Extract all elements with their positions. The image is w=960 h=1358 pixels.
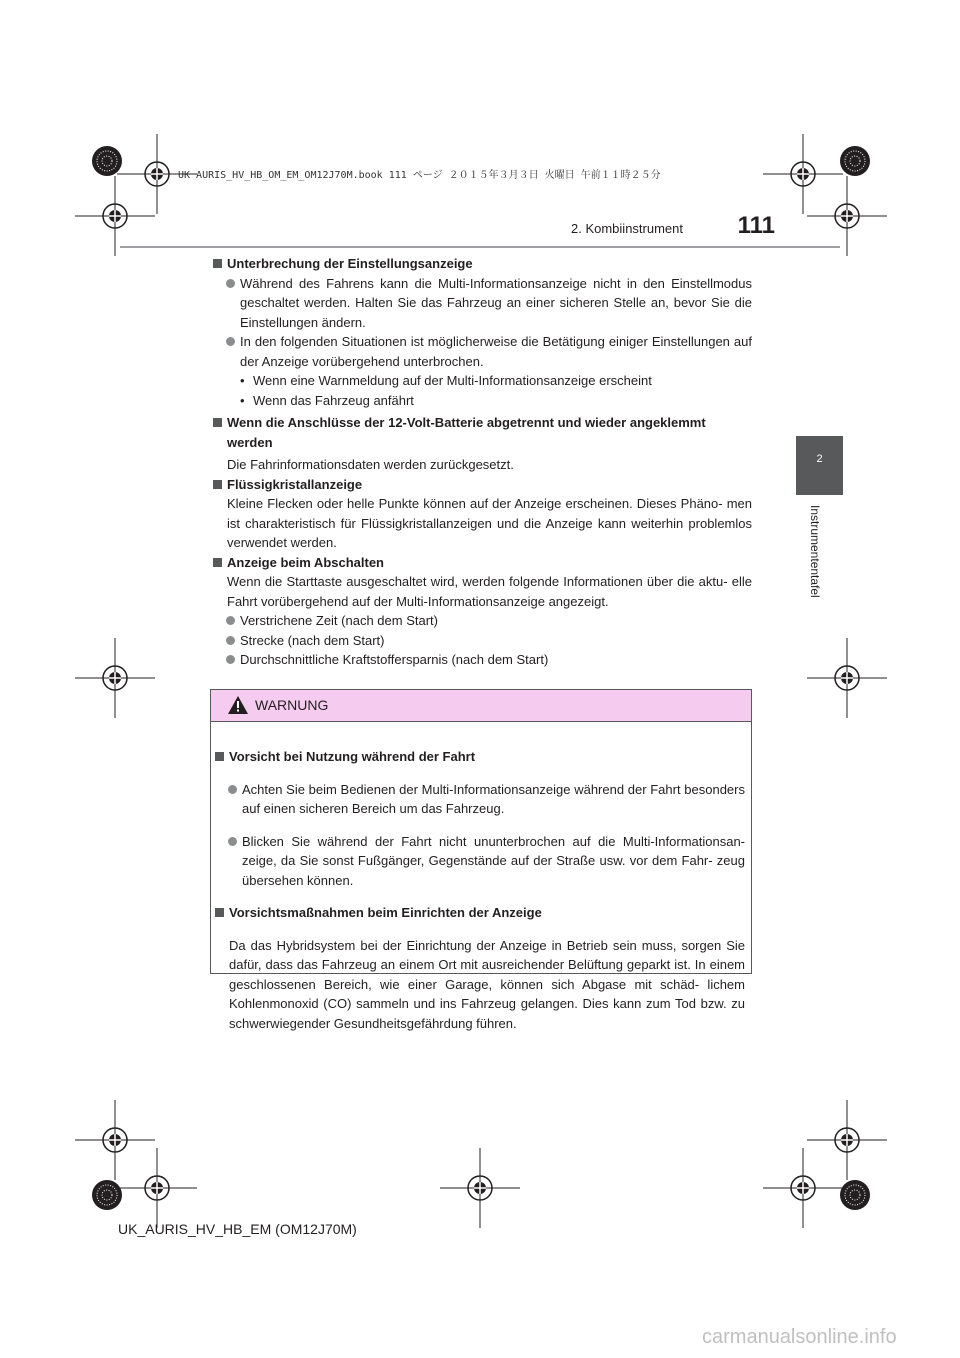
list-item: Blicken Sie während der Fahrt nicht ununterbrochen auf die Multi-Informationsan- zeige, da Sie sonst Fußgänger, Gegenstände auf der Straße usw. vor dem Fahr- zeug übersehen können.	[214, 832, 745, 891]
warning-heading-einrichten: Vorsichtsmaßnahmen beim Einrichten der Anzeige	[214, 903, 745, 923]
list-item: Verstrichene Zeit (nach dem Start)	[212, 611, 752, 631]
sub-list-item: • Wenn eine Warnmeldung auf der Multi-Informationsanzeige erscheint	[212, 371, 752, 391]
warning-heading-fahrt: Vorsicht bei Nutzung während der Fahrt	[214, 747, 745, 767]
heading-unterbrechung: Unterbrechung der Einstellungsanzeige	[212, 254, 752, 274]
list-item: Strecke (nach dem Start)	[212, 631, 752, 651]
list-item: In den folgenden Situationen ist möglicherweise die Betätigung einiger Einstellungen auf der Anzeige vorübergehend unterbrochen.	[212, 332, 752, 371]
footer-manual-code: UK_AURIS_HV_HB_EM (OM12J70M)	[118, 1221, 357, 1237]
warning-header	[211, 690, 751, 722]
sub-list-item: • Wenn das Fahrzeug anfährt	[212, 391, 752, 411]
warning-box	[210, 689, 752, 1031]
heading-fluessigkristall: Flüssigkristallanzeige	[212, 475, 752, 495]
body-text: Wenn die Starttaste ausgeschaltet wird, werden folgende Informationen über die aktu- elle Fahrt vorübergehend auf der Multi-Informationsanzeige angezeigt.	[227, 574, 752, 609]
header-rule	[120, 246, 840, 248]
warning-title: WARNUNG	[255, 697, 329, 713]
list-item: Achten Sie beim Bedienen der Multi-Informationsanzeige während der Fahrt besonders auf einen sicheren Bereich um das Fahrzeug.	[214, 780, 745, 819]
warning-triangle-icon	[228, 696, 248, 714]
chapter-tab	[796, 436, 843, 495]
chapter-tab-number: 2	[816, 453, 823, 465]
heading-abschalten: Anzeige beim Abschalten	[212, 553, 752, 573]
page-number: 111	[737, 212, 775, 239]
section-title: 2. Kombiinstrument	[571, 221, 683, 236]
main-content	[212, 254, 752, 670]
body-text: Kleine Flecken oder helle Punkte können auf der Anzeige erscheinen. Dieses Phäno- men ist charakteristisch für Flüssigkristallanzeigen und die Anzeige kann weiterhin problemlos verwendet werden.	[227, 496, 752, 550]
body-text: Die Fahrinformationsdaten werden zurückgesetzt.	[227, 457, 514, 472]
heading-batterie: Wenn die Anschlüsse der 12-Volt-Batterie abgetrennt und wieder angeklemmt werden	[212, 413, 752, 452]
print-info-line: UK AURIS_HV_HB_OM_EM_OM12J70M.book 111 ページ ２０１５年３月３日 火曜日 午前１１時２５分	[178, 170, 661, 181]
watermark: carmanualsonline.info	[702, 1326, 897, 1348]
list-item: Während des Fahrens kann die Multi-Informationsanzeige nicht in den Einstellmodus geschaltet werden. Halten Sie das Fahrzeug an einer sicheren Stelle an, bevor Sie die Einstellungen ändern.	[212, 274, 752, 333]
list-item: Durchschnittliche Kraftstoffersparnis (nach dem Start)	[212, 650, 752, 670]
warning-content	[214, 734, 745, 1036]
chapter-tab-label: Instrumententafel	[808, 505, 822, 598]
body-text: Da das Hybridsystem bei der Einrichtung der Anzeige in Betrieb sein muss, sorgen Sie dafür, dass das Fahrzeug an einem Ort mit ausreichender Belüftung geparkt ist. In einem geschlossenen Bereich, wie einer Garage, können sich Abgase mit schäd- lichem Kohlenmonoxid (CO) sammeln und ins Fahrzeug gelangen. Dies kann zum Tod bzw. zu schwerwiegender Gesundheitsgefährdung führen.	[229, 937, 745, 1031]
